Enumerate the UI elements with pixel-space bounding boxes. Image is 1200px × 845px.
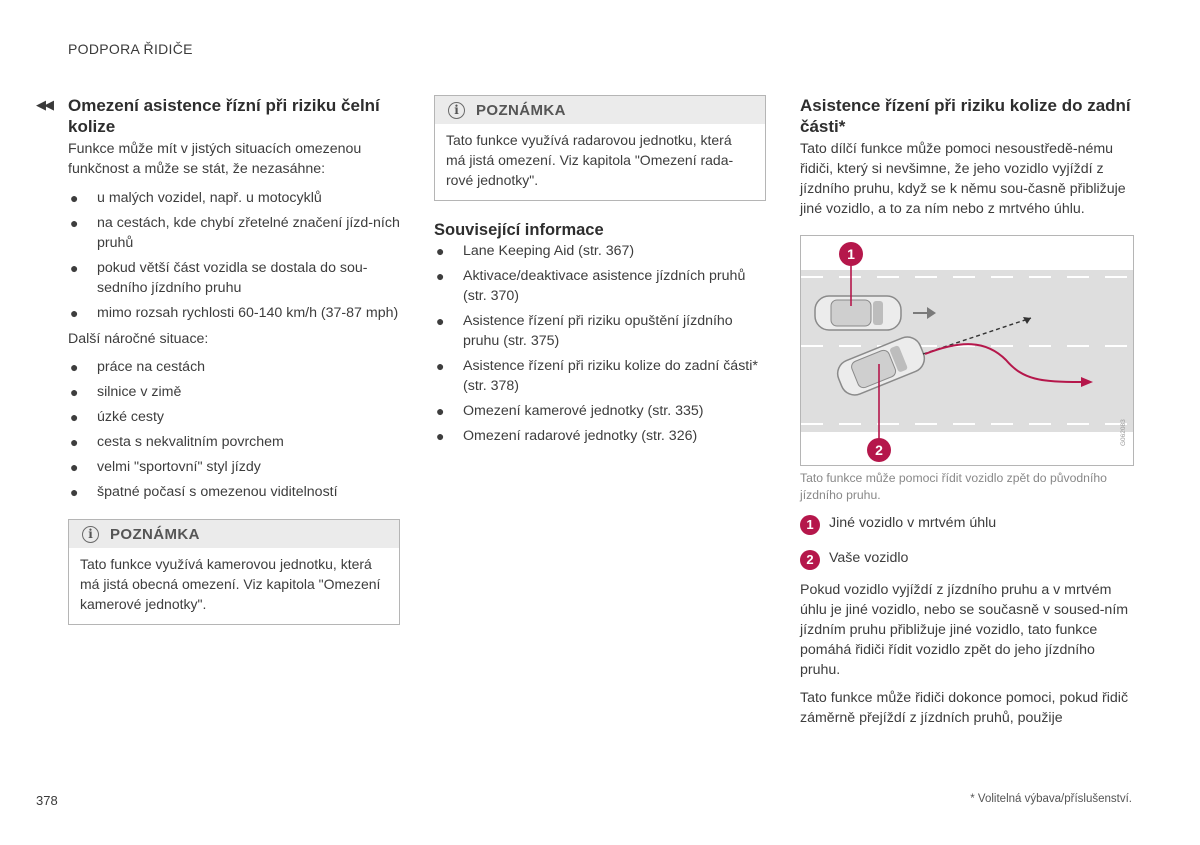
note-text: Tato funkce využívá kamerovou jednotku, která má jistá obecná omezení. Viz kapitola "Omezení kamerové jednotky". [80, 556, 381, 612]
note-title: POZNÁMKA [110, 525, 200, 543]
rear-collision-heading: Asistence řízení při riziku kolize do zadní části* [800, 96, 1131, 136]
legend-text: Vaše vozidlo [829, 550, 909, 566]
legend-text: Jiné vozidlo v mrtvém úhlu [829, 515, 997, 531]
badge-1-label: 1 [847, 246, 855, 262]
limitations-intro: Funkce může mít v jistých situacích omezenou funkčnost a může se stát, že nezasáhne: [68, 141, 362, 177]
related-heading: Související informace [434, 221, 604, 239]
list-item: ● práce na cestách [70, 359, 206, 375]
left-column [68, 95, 400, 625]
list-item: ● velmi "sportovní" styl jízdy [70, 459, 261, 475]
related-link[interactable]: ● Asistence řízení při riziku kolize do zadní části* (str. 378) [436, 358, 758, 394]
badge-2-label: 2 [875, 442, 883, 458]
badge-2-icon: 2 [800, 550, 820, 570]
road-diagram [801, 236, 1134, 466]
middle-column [434, 95, 766, 451]
limitations-heading: Omezení asistence řízní při riziku čelní kolize [68, 96, 380, 136]
related-link[interactable]: ● Lane Keeping Aid (str. 367) [436, 243, 635, 259]
situations-list [68, 357, 400, 502]
note-text: Tato funkce využívá radarovou jednotku, která má jistá omezení. Viz kapitola "Omezení rada-rové jednotky". [446, 132, 734, 188]
legend-item-2 [800, 548, 1134, 570]
badge-1-icon: 1 [800, 515, 820, 535]
legend-item-1 [800, 513, 1134, 535]
related-link[interactable]: ● Omezení radarové jednotky (str. 326) [436, 428, 698, 444]
car-other-icon [815, 296, 901, 330]
illustration-caption: Tato funkce může pomoci řídit vozidlo zpět do původního jízdního pruhu. [800, 471, 1107, 502]
note-title: POZNÁMKA [476, 101, 566, 119]
related-link[interactable]: ● Aktivace/deaktivace asistence jízdních pruhů (str. 370) [436, 268, 746, 304]
other-situations-label: Další náročné situace: [68, 331, 209, 347]
related-link[interactable]: ● Asistence řízení při riziku opuštění jízdního pruhu (str. 375) [436, 313, 733, 349]
related-link[interactable]: ● Omezení kamerové jednotky (str. 335) [436, 403, 704, 419]
rear-collision-intro: Tato dílčí funkce může pomoci nesoustředě-nému řidiči, který si nevšimne, že jeho vozidlo vyjíždí z jízdního pruhu, když se k němu sou-časně přibližuje jiné vozidlo, a to za ním nebo z mrtvého úhlu. [800, 141, 1126, 217]
illustration-code: G062083 [1120, 419, 1127, 446]
note-header [435, 96, 765, 124]
list-item: ● cesta s nekvalitním povrchem [70, 434, 284, 450]
continue-marker-icon: ◀◀ [36, 97, 52, 112]
info-icon: i [448, 102, 465, 119]
body-paragraph-2: Tato funkce může řidiči dokonce pomoci, pokud řidič záměrně přejíždí z jízdních pruhů, použije [800, 690, 1129, 726]
page-number: 378 [36, 793, 58, 808]
lane-illustration [800, 235, 1134, 466]
section-header: PODPORA ŘIDIČE [68, 41, 193, 57]
list-item: ● u malých vozidel, např. u motocyklů [70, 190, 322, 206]
list-item: ● úzké cesty [70, 409, 165, 425]
body-paragraph-1: Pokud vozidlo vyjíždí z jízdního pruhu a v mrtvém úhlu je jiné vozidlo, nebo se současně v soused-ním jízdním pruhu přibližuje jiné vozidlo, tato funkce pomáhá řidiči řídit vozidlo zpět do jeho jízdního pruhu. [800, 582, 1129, 678]
info-icon: i [82, 526, 99, 543]
list-item: ● silnice v zimě [70, 384, 182, 400]
list-item: ● mimo rozsah rychlosti 60-140 km/h (37-87 mph) [70, 305, 399, 321]
list-item: ● na cestách, kde chybí zřetelné značení jízd-ních pruhů [70, 215, 400, 251]
radar-note [434, 95, 766, 201]
camera-note [68, 519, 400, 625]
footnote: * Volitelná výbava/příslušenství. [970, 793, 1132, 805]
note-header [69, 520, 399, 548]
list-item: ● pokud větší část vozidla se dostala do sou-sedního jízdního pruhu [70, 260, 368, 296]
limitations-list [68, 188, 400, 323]
list-item: ● špatné počasí s omezenou viditelností [70, 484, 338, 500]
related-list [434, 241, 766, 446]
right-column [800, 95, 1134, 728]
